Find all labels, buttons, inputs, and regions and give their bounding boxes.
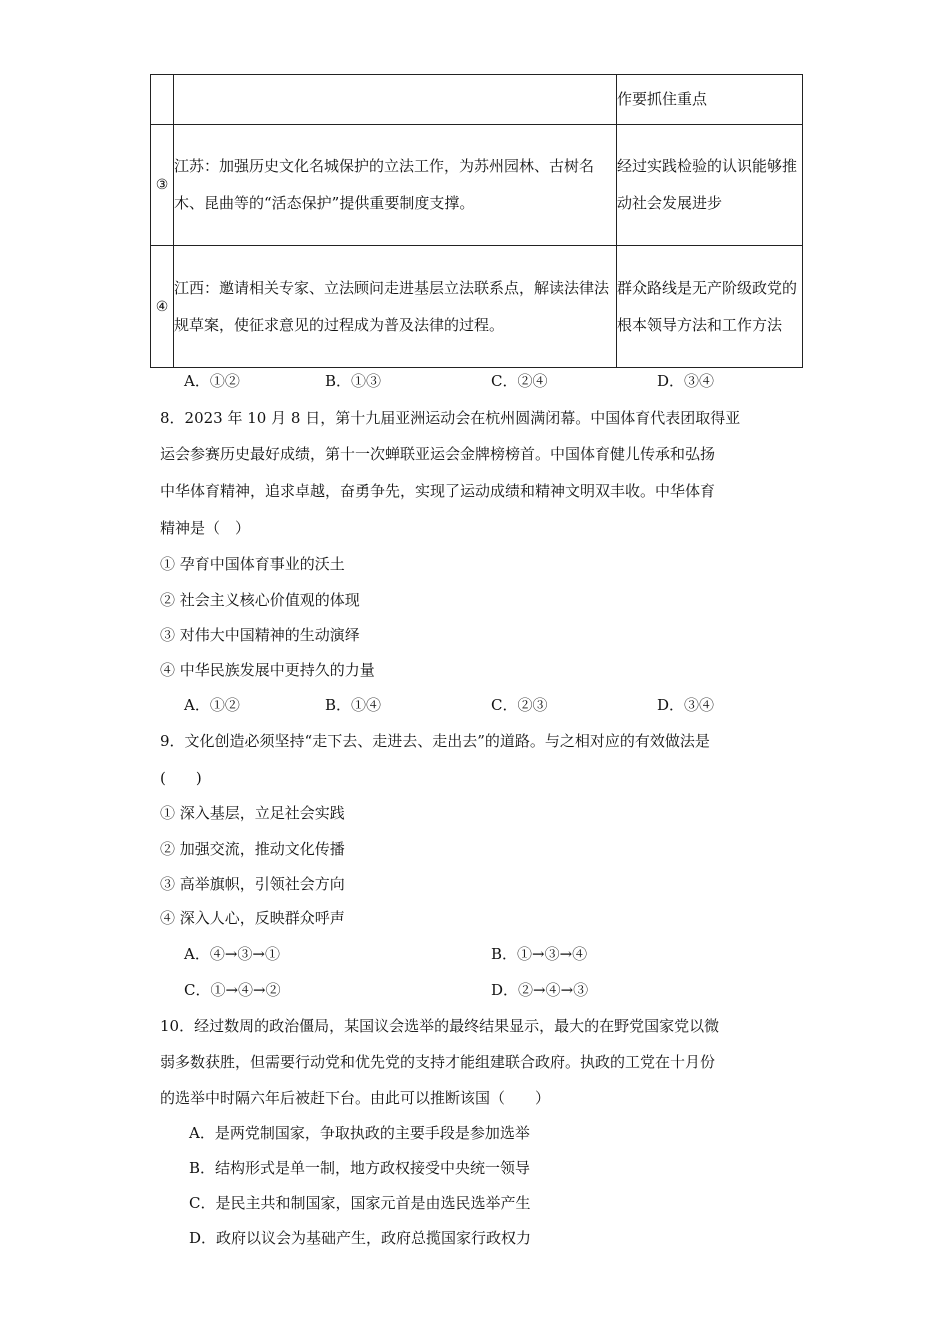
q10-option-d: D．政府以议会为基础产生，政府总揽国家行政权力: [189, 1229, 532, 1247]
q8-option-c: C．②③: [491, 696, 548, 714]
q8-stem-line-1: 8．2023 年 10 月 8 日，第十九届亚洲运动会在杭州圆满闭幕。中国体育代表团取得亚: [160, 409, 741, 427]
q8-stem-line-4: 精神是（ ）: [160, 519, 251, 537]
q8-item-1: ① 孕育中国体育事业的沃土: [160, 555, 345, 573]
row-number: ③: [151, 125, 174, 246]
row-answer: 群众路线是无产阶级政党的根本领导方法和工作方法: [617, 246, 803, 368]
q9-option-b: B．①→③→④: [491, 945, 588, 963]
row-answer: 经过实践检验的认识能够推动社会发展进步: [617, 125, 803, 246]
question-table: [150, 74, 803, 368]
q9-item-2: ② 加强交流，推动文化传播: [160, 840, 345, 858]
q7-option-b: B．①③: [325, 372, 382, 390]
q8-item-2: ② 社会主义核心价值观的体现: [160, 591, 360, 609]
q8-item-3: ③ 对伟大中国精神的生动演绎: [160, 626, 360, 644]
q9-item-1: ① 深入基层，立足社会实践: [160, 804, 345, 822]
q9-option-d: D．②→④→③: [491, 981, 589, 999]
q7-option-d: D．③④: [657, 372, 715, 390]
table-row: [151, 125, 803, 246]
row-content: 江西：邀请相关专家、立法顾问走进基层立法联系点，解读法律法规草案，使征求意见的过程成为普及法律的过程。: [174, 246, 617, 368]
q8-stem-line-3: 中华体育精神，追求卓越，奋勇争先，实现了运动成绩和精神文明双丰收。中华体育: [160, 482, 716, 500]
q9-stem-line-2: ( ): [160, 769, 202, 787]
row-content: 江苏：加强历史文化名城保护的立法工作，为苏州园林、古树名木、昆曲等的“活态保护”提供重要制度支撑。: [174, 125, 617, 246]
row-number: [151, 75, 174, 125]
q8-option-a: A．①②: [184, 696, 240, 714]
q7-option-a: A．①②: [184, 372, 240, 390]
q9-option-c: C．①→④→②: [184, 981, 281, 999]
q10-option-b: B．结构形式是单一制，地方政权接受中央统一领导: [189, 1159, 531, 1177]
q9-stem-line-1: 9．文化创造必须坚持“走下去、走进去、走出去”的道路。与之相对应的有效做法是: [160, 732, 710, 750]
q10-stem-line-3: 的选举中时隔六年后被赶下台。由此可以推断该国（ ）: [160, 1089, 551, 1107]
q10-option-c: C．是民主共和制国家，国家元首是由选民选举产生: [189, 1194, 531, 1212]
row-content: [174, 75, 617, 125]
row-answer: 作要抓住重点: [617, 75, 803, 125]
q8-item-4: ④ 中华民族发展中更持久的力量: [160, 661, 375, 679]
q9-option-a: A．④→③→①: [184, 945, 280, 963]
q10-stem-line-2: 弱多数获胜，但需要行动党和优先党的支持才能组建联合政府。执政的工党在十月份: [160, 1053, 716, 1071]
q8-option-d: D．③④: [657, 696, 715, 714]
q7-option-c: C．②④: [491, 372, 548, 390]
table-row: [151, 75, 803, 125]
q9-item-4: ④ 深入人心，反映群众呼声: [160, 909, 345, 927]
table-row: [151, 246, 803, 368]
q10-option-a: A．是两党制国家，争取执政的主要手段是参加选举: [189, 1124, 530, 1142]
row-number: ④: [151, 246, 174, 368]
q8-stem-line-2: 运会参赛历史最好成绩，第十一次蝉联亚运会金牌榜榜首。中国体育健儿传承和弘扬: [160, 445, 716, 463]
q8-option-b: B．①④: [325, 696, 382, 714]
q9-item-3: ③ 高举旗帜，引领社会方向: [160, 875, 345, 893]
q10-stem-line-1: 10．经过数周的政治僵局，某国议会选举的最终结果显示，最大的在野党国家党以微: [160, 1017, 720, 1035]
